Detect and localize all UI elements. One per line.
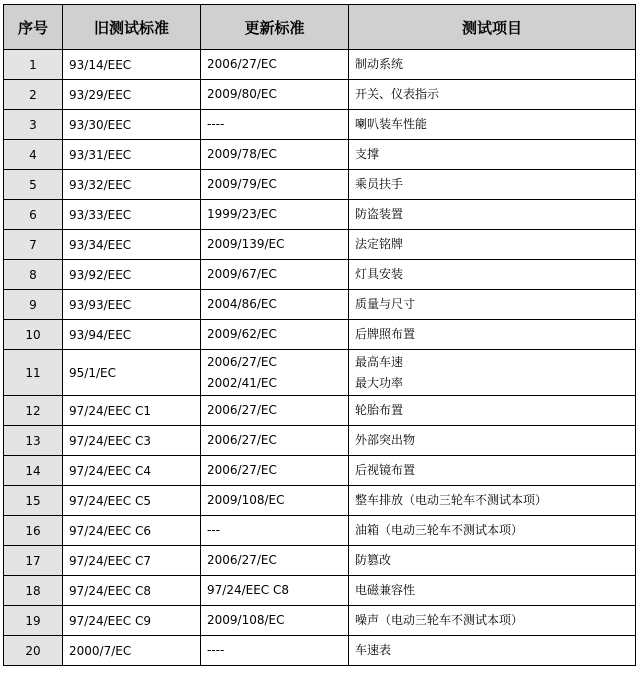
cell-seq: 5 bbox=[4, 170, 63, 200]
cell-seq: 15 bbox=[4, 486, 63, 516]
cell-seq: 2 bbox=[4, 80, 63, 110]
table-row bbox=[4, 80, 636, 110]
test-item-line: 外部突出物 bbox=[355, 433, 416, 447]
table-body bbox=[4, 50, 636, 666]
table-row bbox=[4, 456, 636, 486]
new-standard-line: 2009/62/EC bbox=[207, 327, 277, 341]
cell-test-item bbox=[349, 576, 636, 606]
header-new-standard: 更新标准 bbox=[201, 5, 349, 50]
cell-seq: 12 bbox=[4, 396, 63, 426]
new-standard-line: 2009/67/EC bbox=[207, 267, 277, 281]
cell-new-standard bbox=[201, 456, 349, 486]
table-row bbox=[4, 140, 636, 170]
cell-test-item bbox=[349, 320, 636, 350]
test-item-line: 噪声（电动三轮车不测试本项） bbox=[355, 613, 524, 627]
cell-test-item bbox=[349, 606, 636, 636]
cell-test-item bbox=[349, 636, 636, 666]
cell-test-item bbox=[349, 260, 636, 290]
table-row bbox=[4, 170, 636, 200]
test-item-line: 防盗装置 bbox=[355, 207, 404, 221]
table-row bbox=[4, 576, 636, 606]
cell-old-standard: 95/1/EC bbox=[63, 350, 201, 396]
test-item-line: 后牌照布置 bbox=[355, 327, 416, 341]
cell-new-standard bbox=[201, 260, 349, 290]
cell-new-standard bbox=[201, 516, 349, 546]
cell-old-standard: 93/93/EEC bbox=[63, 290, 201, 320]
cell-new-standard bbox=[201, 486, 349, 516]
cell-new-standard bbox=[201, 230, 349, 260]
test-item-line: 电磁兼容性 bbox=[355, 583, 416, 597]
test-item-line: 灯具安装 bbox=[355, 267, 404, 281]
cell-seq: 11 bbox=[4, 350, 63, 396]
cell-test-item bbox=[349, 396, 636, 426]
cell-new-standard bbox=[201, 50, 349, 80]
cell-test-item bbox=[349, 50, 636, 80]
cell-seq: 9 bbox=[4, 290, 63, 320]
test-item-line: 轮胎布置 bbox=[355, 403, 404, 417]
table-row bbox=[4, 230, 636, 260]
cell-old-standard: 97/24/EEC C9 bbox=[63, 606, 201, 636]
cell-new-standard bbox=[201, 426, 349, 456]
cell-seq: 19 bbox=[4, 606, 63, 636]
test-item-line: 喇叭装车性能 bbox=[355, 117, 428, 131]
cell-test-item bbox=[349, 140, 636, 170]
standards-table bbox=[3, 4, 636, 666]
table-row bbox=[4, 320, 636, 350]
test-item-line: 后视镜布置 bbox=[355, 463, 416, 477]
new-standard-line: 2009/78/EC bbox=[207, 147, 277, 161]
cell-seq: 4 bbox=[4, 140, 63, 170]
new-standard-line: 1999/23/EC bbox=[207, 207, 277, 221]
cell-new-standard bbox=[201, 546, 349, 576]
cell-seq: 14 bbox=[4, 456, 63, 486]
table-row bbox=[4, 636, 636, 666]
cell-new-standard bbox=[201, 200, 349, 230]
cell-test-item bbox=[349, 170, 636, 200]
table-row bbox=[4, 350, 636, 396]
cell-test-item bbox=[349, 350, 636, 396]
cell-old-standard: 97/24/EEC C7 bbox=[63, 546, 201, 576]
cell-new-standard bbox=[201, 290, 349, 320]
test-item-line: 整车排放（电动三轮车不测试本项） bbox=[355, 493, 548, 507]
header-test-item: 测试项目 bbox=[349, 5, 636, 50]
new-standard-line: 2009/108/EC bbox=[207, 493, 285, 507]
cell-old-standard: 97/24/EEC C5 bbox=[63, 486, 201, 516]
cell-seq: 16 bbox=[4, 516, 63, 546]
table-row bbox=[4, 260, 636, 290]
cell-test-item bbox=[349, 290, 636, 320]
standards-table-container bbox=[3, 4, 636, 666]
cell-test-item bbox=[349, 456, 636, 486]
test-item-line: 法定铭牌 bbox=[355, 237, 404, 251]
cell-test-item bbox=[349, 80, 636, 110]
cell-test-item bbox=[349, 230, 636, 260]
cell-new-standard bbox=[201, 396, 349, 426]
header-old-standard: 旧测试标准 bbox=[63, 5, 201, 50]
cell-new-standard bbox=[201, 80, 349, 110]
test-item-line: 开关、仪表指示 bbox=[355, 87, 440, 101]
table-row bbox=[4, 110, 636, 140]
new-standard-line: 97/24/EEC C8 bbox=[207, 583, 289, 597]
new-standard-line: 2006/27/EC bbox=[207, 433, 277, 447]
new-standard-line: --- bbox=[207, 523, 220, 537]
new-standard-line: ---- bbox=[207, 117, 225, 131]
cell-old-standard: 93/32/EEC bbox=[63, 170, 201, 200]
table-row bbox=[4, 50, 636, 80]
cell-old-standard: 93/29/EEC bbox=[63, 80, 201, 110]
test-item-line: 质量与尺寸 bbox=[355, 297, 416, 311]
cell-test-item bbox=[349, 516, 636, 546]
cell-seq: 17 bbox=[4, 546, 63, 576]
new-standard-line: 2009/80/EC bbox=[207, 87, 277, 101]
cell-new-standard bbox=[201, 576, 349, 606]
table-row bbox=[4, 486, 636, 516]
cell-test-item bbox=[349, 546, 636, 576]
cell-test-item bbox=[349, 426, 636, 456]
new-standard-line: 2004/86/EC bbox=[207, 297, 277, 311]
new-standard-line: 2009/79/EC bbox=[207, 177, 277, 191]
cell-old-standard: 93/30/EEC bbox=[63, 110, 201, 140]
cell-seq: 18 bbox=[4, 576, 63, 606]
cell-old-standard: 93/31/EEC bbox=[63, 140, 201, 170]
cell-test-item bbox=[349, 110, 636, 140]
cell-new-standard bbox=[201, 636, 349, 666]
new-standard-line: 2006/27/EC bbox=[207, 463, 277, 477]
cell-new-standard bbox=[201, 170, 349, 200]
new-standard-line: 2006/27/EC bbox=[207, 553, 277, 567]
cell-old-standard: 97/24/EEC C8 bbox=[63, 576, 201, 606]
table-row bbox=[4, 290, 636, 320]
cell-test-item bbox=[349, 486, 636, 516]
cell-seq: 3 bbox=[4, 110, 63, 140]
table-row bbox=[4, 606, 636, 636]
test-item-line: 防篡改 bbox=[355, 553, 392, 567]
table-row bbox=[4, 546, 636, 576]
cell-new-standard bbox=[201, 110, 349, 140]
test-item-line: 油箱（电动三轮车不测试本项） bbox=[355, 523, 524, 537]
new-standard-line: 2006/27/EC bbox=[207, 354, 277, 369]
cell-old-standard: 93/33/EEC bbox=[63, 200, 201, 230]
cell-new-standard bbox=[201, 606, 349, 636]
new-standard-line: ---- bbox=[207, 643, 225, 657]
test-item-line: 支撑 bbox=[355, 147, 380, 161]
new-standard-line: 2002/41/EC bbox=[207, 375, 277, 390]
test-item-line: 车速表 bbox=[355, 643, 392, 657]
test-item-line: 最大功率 bbox=[355, 375, 404, 390]
new-standard-line: 2006/27/EC bbox=[207, 57, 277, 71]
table-row bbox=[4, 516, 636, 546]
cell-new-standard bbox=[201, 350, 349, 396]
cell-seq: 1 bbox=[4, 50, 63, 80]
cell-old-standard: 97/24/EEC C1 bbox=[63, 396, 201, 426]
cell-old-standard: 93/92/EEC bbox=[63, 260, 201, 290]
cell-old-standard: 2000/7/EC bbox=[63, 636, 201, 666]
cell-seq: 7 bbox=[4, 230, 63, 260]
header-row bbox=[4, 5, 636, 50]
new-standard-line: 2009/139/EC bbox=[207, 237, 285, 251]
test-item-line: 最高车速 bbox=[355, 354, 404, 369]
new-standard-line: 2006/27/EC bbox=[207, 403, 277, 417]
test-item-line: 制动系统 bbox=[355, 57, 404, 71]
test-item-line: 乘员扶手 bbox=[355, 177, 404, 191]
new-standard-line: 2009/108/EC bbox=[207, 613, 285, 627]
cell-new-standard bbox=[201, 320, 349, 350]
cell-test-item bbox=[349, 200, 636, 230]
cell-seq: 13 bbox=[4, 426, 63, 456]
cell-old-standard: 93/94/EEC bbox=[63, 320, 201, 350]
cell-seq: 20 bbox=[4, 636, 63, 666]
cell-seq: 10 bbox=[4, 320, 63, 350]
cell-old-standard: 97/24/EEC C3 bbox=[63, 426, 201, 456]
cell-seq: 6 bbox=[4, 200, 63, 230]
table-row bbox=[4, 200, 636, 230]
header-seq: 序号 bbox=[4, 5, 63, 50]
table-row bbox=[4, 396, 636, 426]
table-row bbox=[4, 426, 636, 456]
cell-new-standard bbox=[201, 140, 349, 170]
cell-seq: 8 bbox=[4, 260, 63, 290]
cell-old-standard: 97/24/EEC C4 bbox=[63, 456, 201, 486]
cell-old-standard: 93/34/EEC bbox=[63, 230, 201, 260]
cell-old-standard: 97/24/EEC C6 bbox=[63, 516, 201, 546]
cell-old-standard: 93/14/EEC bbox=[63, 50, 201, 80]
